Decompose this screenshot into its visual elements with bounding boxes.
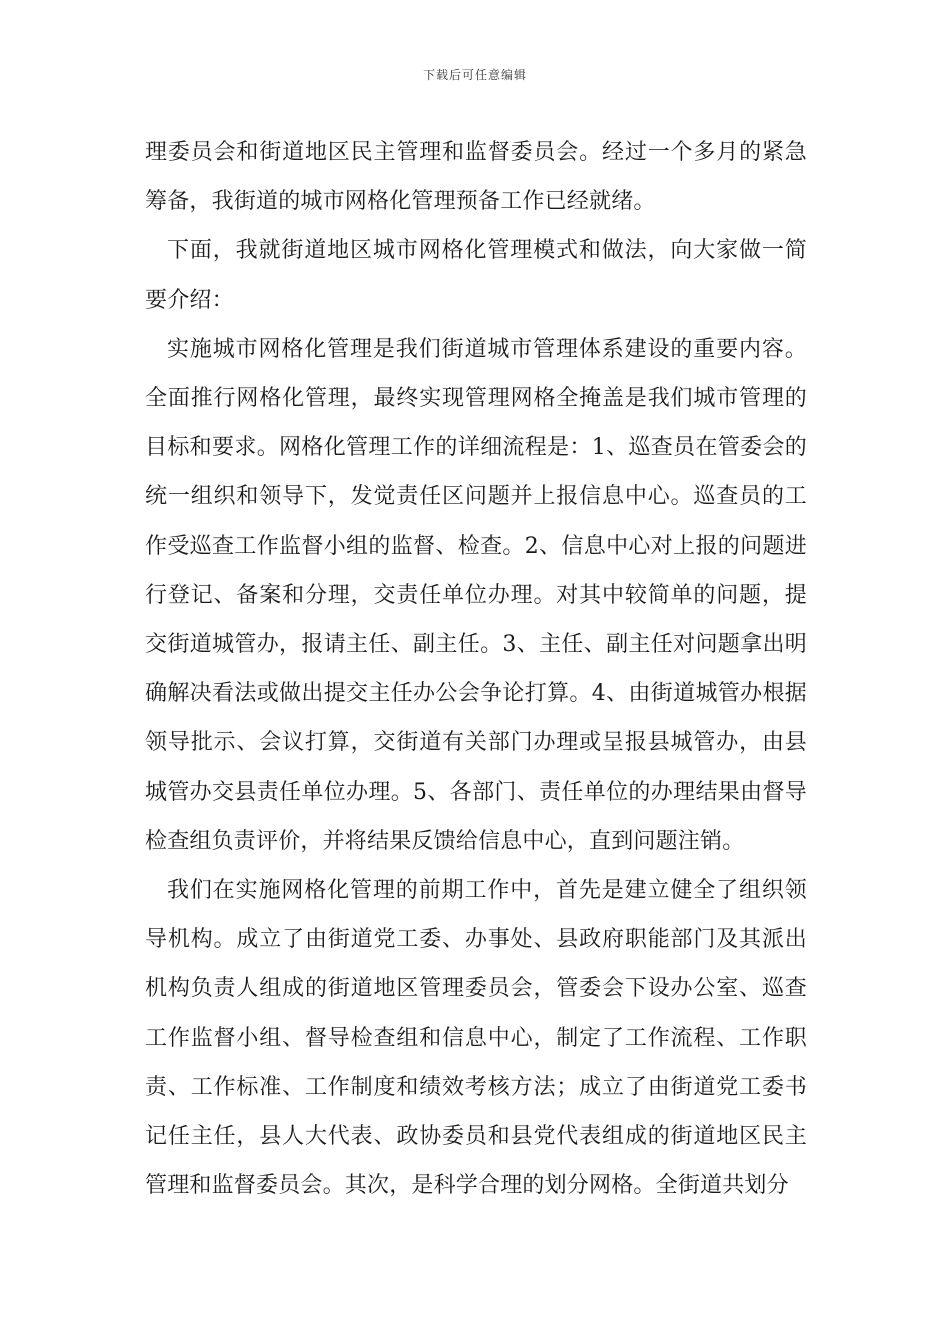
paragraph-4: 我们在实施网格化管理的前期工作中，首先是建立健全了组织领导机构。成立了由街道党工委、办事处、县政府职能部门及其派出机构负责人组成的街道地区管理委员会，管委会下设办公室、巡查工作监督小组、督导检查组和信息中心，制定了工作流程、工作职责、工作标准、工作制度和绩效考核方法；成立了由街道党工委书记任主任，县人大代表、政协委员和县党代表组成的街道地区民主管理和监督委员会。其次，是科学合理的划分网格。全街道共划分 [145, 878, 807, 1199]
page-header: 下载后可任意编辑 [422, 68, 527, 82]
paragraph-3: 实施城市网格化管理是我们街道城市管理体系建设的重要内容。全面推行网格化管理，最终实现管理网格全掩盖是我们城市管理的目标和要求。网格化管理工作的详细流程是：1、巡查员在管委会的统一组织和领导下，发觉责任区问题并上报信息中心。巡查员的工作受巡查工作监督小组的监督、检查。2、信息中心对上报的问题进行登记、备案和分理，交责任单位办理。对其中较简单的问题，提交街道城管办，报请主任、副主任。3、主任、副主任对问题拿出明确解决看法或做出提交主任办公会争论打算。4、由街道城管办根据领导批示、会议打算，交街道有关部门办理或呈报县城管办，由县城管办交县责任单位办理。5、各部门、责任单位的办理结果由督导检查组负责评价，并将结果反馈给信息中心，直到问题注销。 [145, 336, 807, 854]
paragraph-2: 下面，我就街道地区城市网格化管理模式和做法，向大家做一简要介绍： [145, 238, 807, 313]
paragraph-1: 理委员会和街道地区民主管理和监督委员会。经过一个多月的紧急筹备，我街道的城市网格化管理预备工作已经就绪。 [145, 140, 807, 215]
document-body [145, 128, 807, 1210]
